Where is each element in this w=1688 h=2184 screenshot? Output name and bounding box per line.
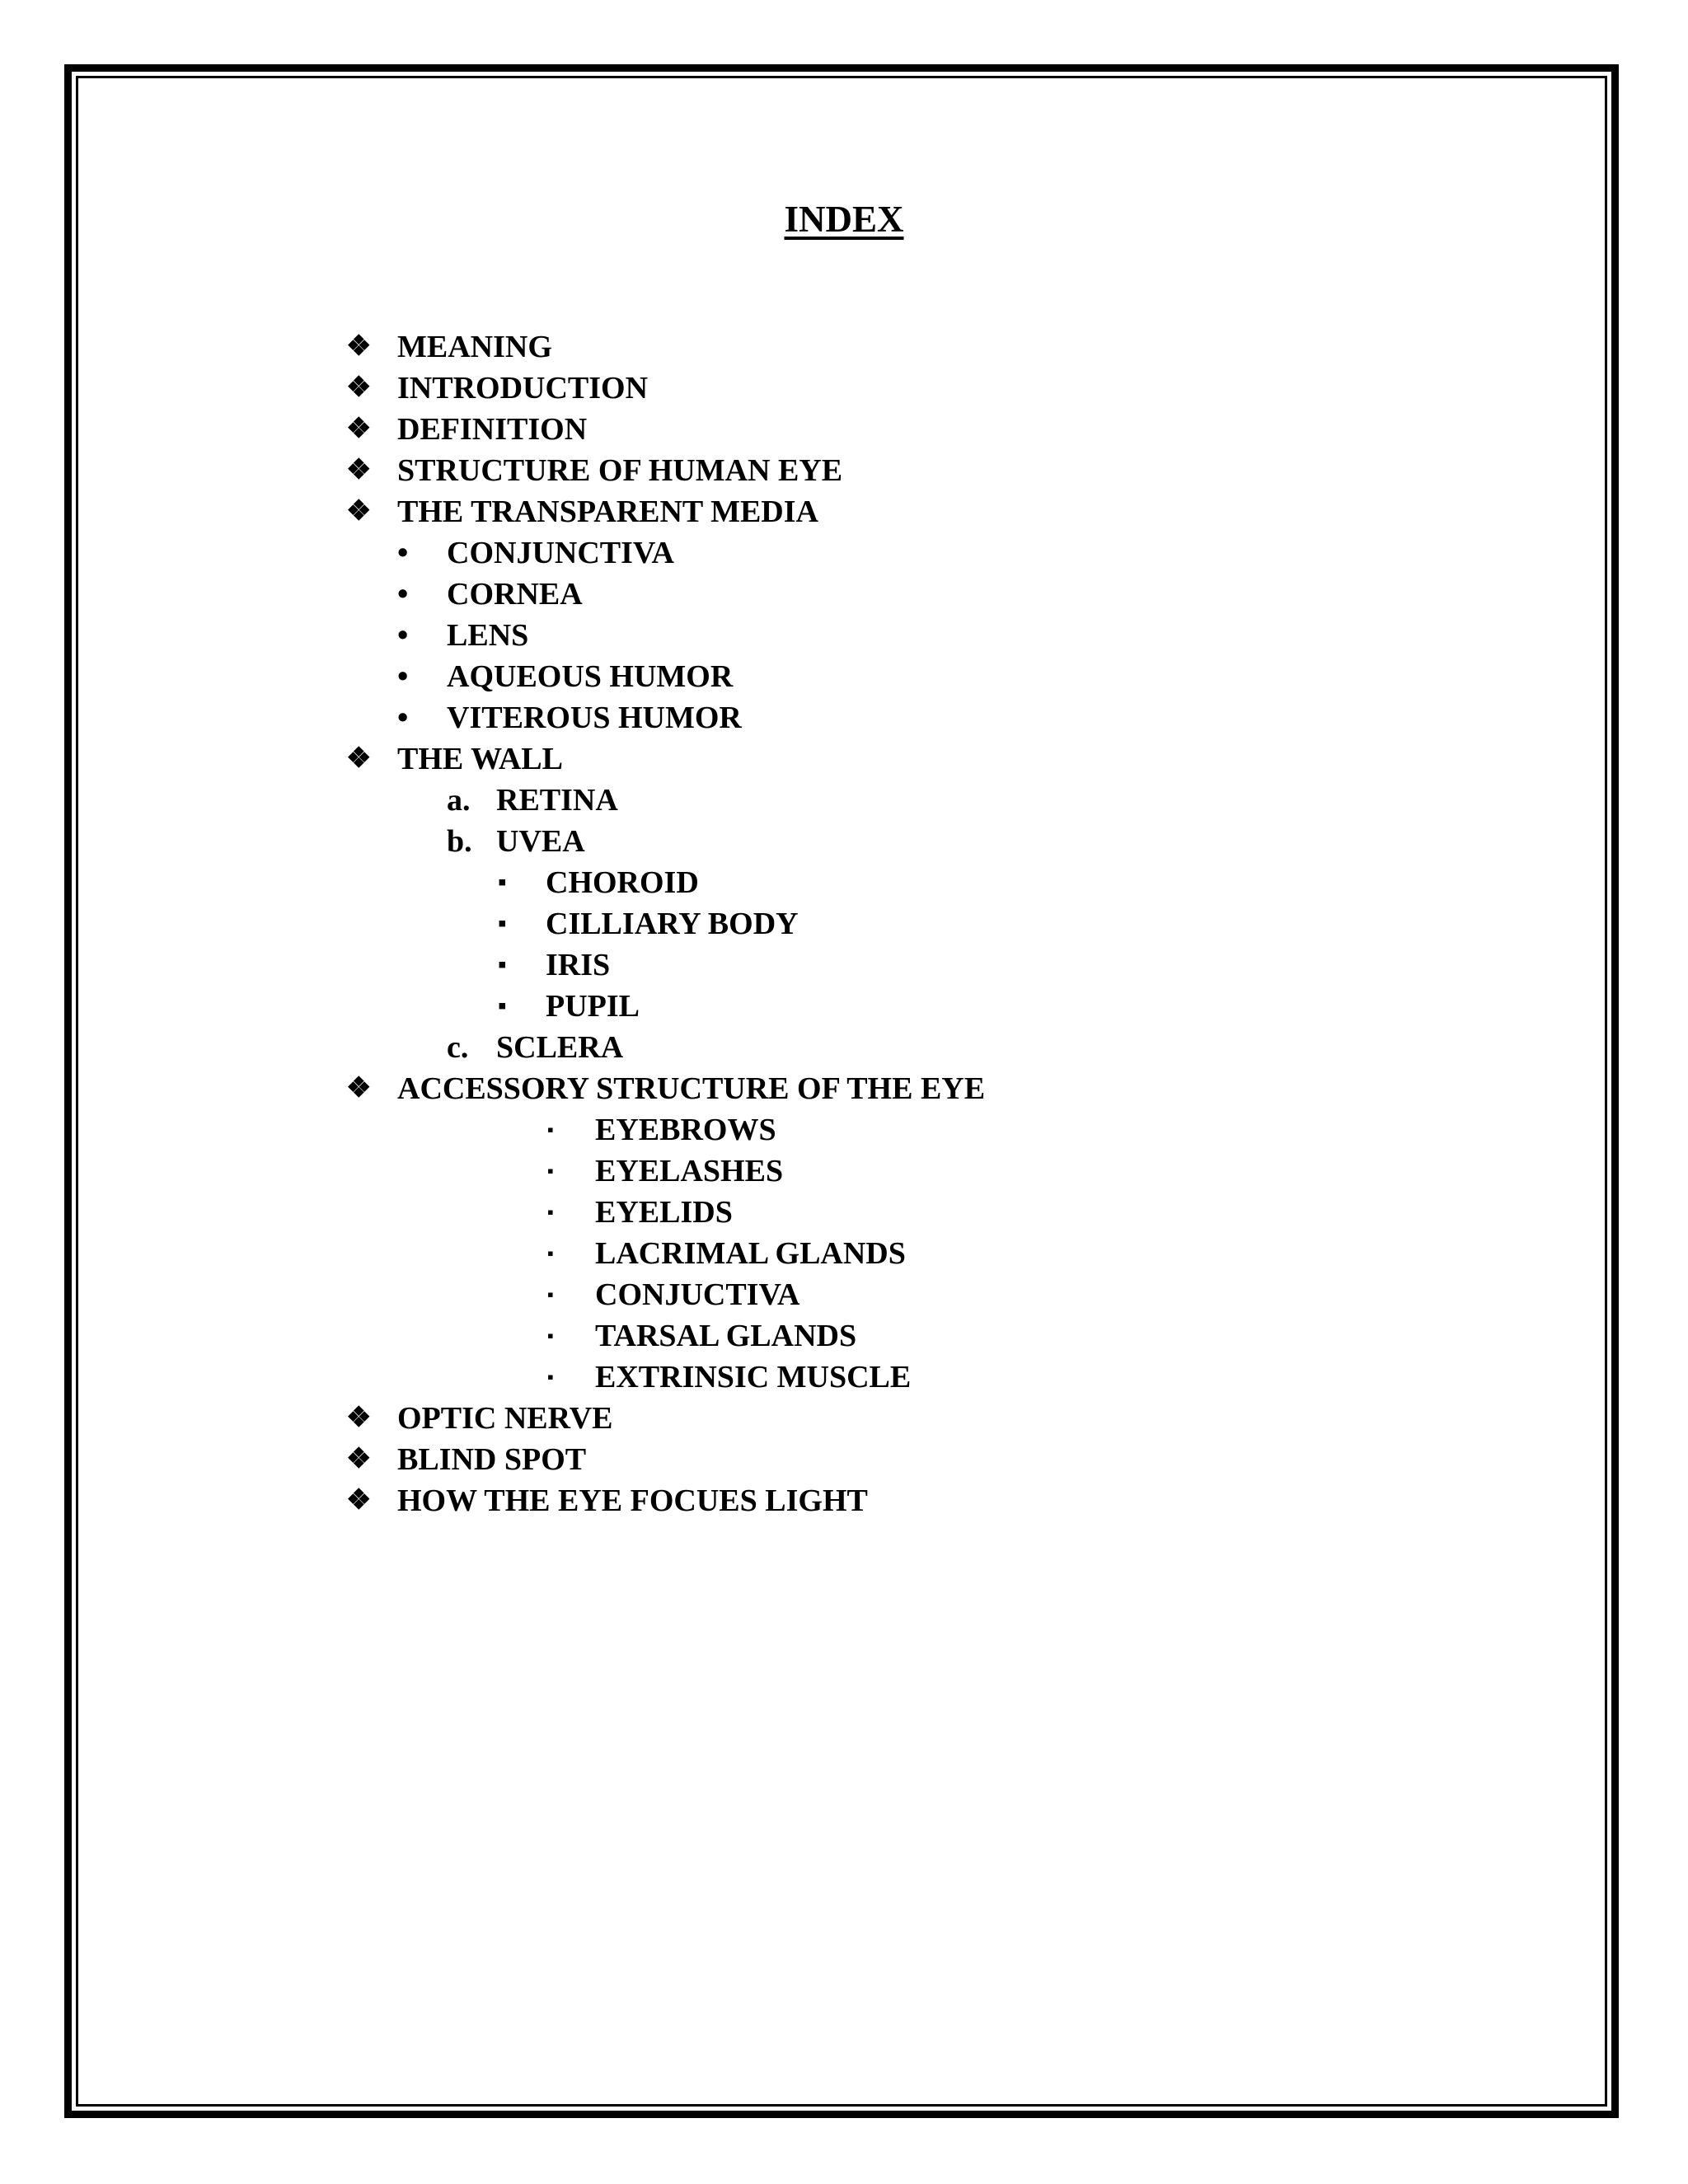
list-item (0, 1439, 1688, 1480)
sub-sub-list-item (0, 986, 1688, 1027)
square-bullet-icon: ▪ (547, 1243, 554, 1263)
sub-sub-list-item (0, 903, 1688, 944)
list-item-label: LACRIMAL GLANDS (595, 1236, 906, 1271)
sub-list-item (0, 1315, 1688, 1357)
list-item-label: LENS (447, 618, 529, 653)
list-item (0, 409, 1688, 450)
sub-list-item (0, 780, 1688, 821)
diamond-bullet-icon: ❖ (346, 1485, 372, 1516)
diamond-bullet-icon: ❖ (346, 331, 372, 362)
sub-list-item (0, 1357, 1688, 1398)
list-item-label: INTRODUCTION (397, 371, 649, 405)
square-bullet-icon: ▪ (547, 1160, 554, 1181)
round-bullet-icon: • (397, 577, 409, 612)
list-item-label: MEANING (397, 330, 552, 364)
sub-list-item (0, 574, 1688, 615)
sub-sub-list-item (0, 862, 1688, 903)
list-item-label: EXTRINSIC MUSCLE (595, 1360, 912, 1394)
square-bullet-icon: ▪ (498, 910, 507, 937)
list-item-label: CORNEA (447, 577, 583, 612)
sub-list-item (0, 1027, 1688, 1068)
sub-list-item (0, 1233, 1688, 1274)
list-item-label: RETINA (496, 783, 618, 818)
sub-list-item (0, 1109, 1688, 1151)
list-letter: c. (447, 1030, 469, 1065)
list-item-label: ACCESSORY STRUCTURE OF THE EYE (397, 1071, 986, 1106)
list-item-label: DEFINITION (397, 412, 588, 447)
square-bullet-icon: ▪ (547, 1202, 554, 1222)
sub-list-item (0, 532, 1688, 574)
diamond-bullet-icon: ❖ (346, 1073, 372, 1104)
index-list (0, 326, 1688, 1521)
sub-list-item (0, 615, 1688, 656)
list-item-label: EYEBROWS (595, 1113, 776, 1147)
list-item-label: CILLIARY BODY (546, 907, 799, 941)
list-item-label: BLIND SPOT (397, 1442, 587, 1477)
square-bullet-icon: ▪ (498, 992, 507, 1019)
list-item (0, 491, 1688, 532)
diamond-bullet-icon: ❖ (346, 414, 372, 444)
list-item-label: UVEA (496, 824, 585, 859)
list-item (0, 1398, 1688, 1439)
sub-list-item (0, 697, 1688, 738)
sub-list-item (0, 656, 1688, 697)
diamond-bullet-icon: ❖ (346, 743, 372, 774)
list-letter: a. (447, 783, 471, 818)
list-item (0, 738, 1688, 780)
sub-list-item (0, 1274, 1688, 1315)
sub-sub-list-item (0, 944, 1688, 986)
list-item-label: TARSAL GLANDS (595, 1319, 857, 1353)
list-item-label: CONJUCTIVA (595, 1277, 800, 1312)
diamond-bullet-icon: ❖ (346, 1403, 372, 1433)
list-item-label: EYELIDS (595, 1195, 733, 1230)
list-item-label: STRUCTURE OF HUMAN EYE (397, 453, 843, 488)
round-bullet-icon: • (397, 536, 409, 570)
square-bullet-icon: ▪ (498, 869, 507, 896)
list-item-label: IRIS (546, 948, 611, 982)
list-item (0, 368, 1688, 409)
square-bullet-icon: ▪ (498, 951, 507, 978)
diamond-bullet-icon: ❖ (346, 373, 372, 403)
list-item-label: SCLERA (496, 1030, 624, 1065)
list-item-label: EYELASHES (595, 1154, 784, 1188)
list-item-label: VITEROUS HUMOR (447, 701, 742, 735)
square-bullet-icon: ▪ (547, 1119, 554, 1140)
sub-list-item (0, 1192, 1688, 1233)
list-item-label: THE WALL (397, 742, 563, 776)
square-bullet-icon: ▪ (547, 1284, 554, 1305)
diamond-bullet-icon: ❖ (346, 1444, 372, 1474)
list-item-label: AQUEOUS HUMOR (447, 659, 734, 694)
list-item (0, 1068, 1688, 1109)
square-bullet-icon: ▪ (547, 1325, 554, 1346)
round-bullet-icon: • (397, 618, 409, 653)
list-item-label: THE TRANSPARENT MEDIA (397, 494, 818, 529)
list-item-label: OPTIC NERVE (397, 1401, 613, 1436)
diamond-bullet-icon: ❖ (346, 455, 372, 485)
round-bullet-icon: • (397, 701, 409, 735)
list-item (0, 1480, 1688, 1521)
diamond-bullet-icon: ❖ (346, 496, 372, 527)
list-item-label: CONJUNCTIVA (447, 536, 674, 570)
list-item-label: CHOROID (546, 865, 699, 900)
square-bullet-icon: ▪ (547, 1366, 554, 1387)
list-item-label: HOW THE EYE FOCUES LIGHT (397, 1483, 868, 1518)
list-item (0, 450, 1688, 491)
list-letter: b. (447, 824, 472, 859)
list-item-label: PUPIL (546, 989, 640, 1024)
list-item (0, 326, 1688, 368)
sub-list-item (0, 821, 1688, 862)
page-title: INDEX (784, 199, 904, 240)
sub-list-item (0, 1151, 1688, 1192)
round-bullet-icon: • (397, 659, 409, 694)
